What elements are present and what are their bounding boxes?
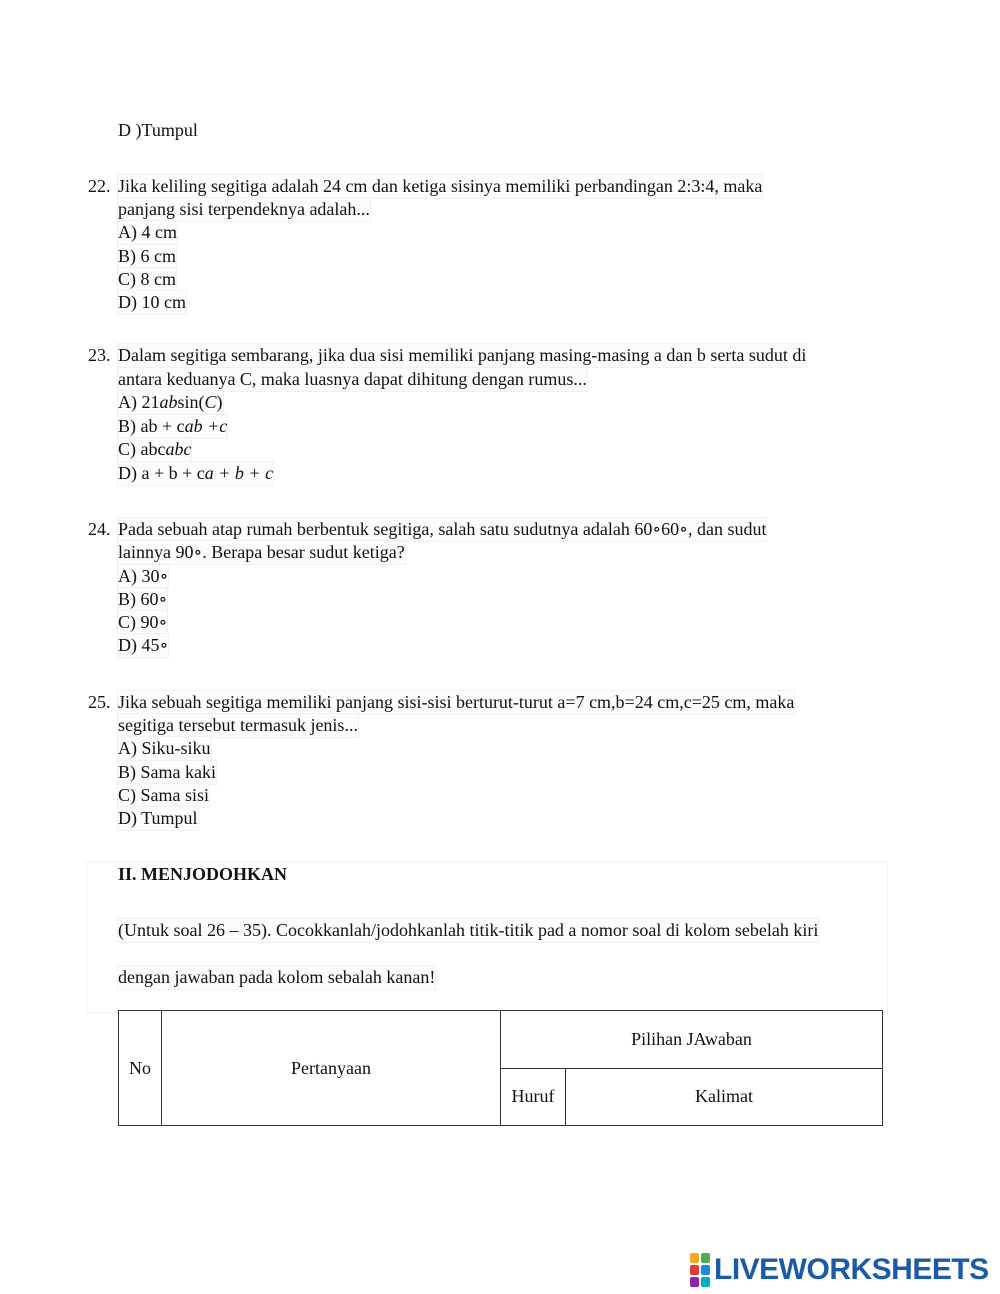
answer-option: B) 6 cm [118,246,176,266]
answer-option: B) Sama kaki [118,762,216,782]
question-text: lainnya 90∘. Berapa besar sudut ketiga? [118,542,405,562]
option-d-previous: D )Tumpul [118,120,198,140]
answer-option: B) ab + cab +c [118,416,228,436]
answer-option: C) abcabc [118,439,192,459]
answer-option: C) Sama sisi [118,785,210,805]
logo-blocks-icon [690,1253,710,1287]
question-text: antara keduanya C, maka luasnya dapat dihitung dengan rumus... [118,369,587,389]
logo-text: LIVEWORKSHEETS [714,1253,989,1286]
section-instruction: (Untuk soal 26 – 35). Cocokkanlah/jodohkanlah titik-titik pad a nomor soal di kolom sebelah kiri [118,920,819,940]
answer-option: A) 4 cm [118,222,177,242]
answer-option: D) a + b + ca + b + c [118,463,274,483]
question-number: 24. [88,519,111,539]
answer-option: D) Tumpul [118,808,198,828]
column-header-no: No [119,1011,162,1126]
answer-option: A) Siku-siku [118,738,211,758]
question-number: 25. [88,692,111,712]
column-header-letter: Huruf [501,1068,566,1126]
answer-option: A) 21absin(C) [118,392,223,412]
question-text: Jika keliling segitiga adalah 24 cm dan ketiga sisinya memiliki perbandingan 2:3:4, maka [118,176,763,196]
column-header-choices: Pilihan JAwaban [501,1011,883,1069]
question-number: 23. [88,345,111,365]
answer-option: C) 8 cm [118,269,176,289]
section-heading: II. MENJODOHKAN [118,864,288,884]
question-text: Jika sebuah segitiga memiliki panjang sisi-sisi berturut-turut a=7 cm,b=24 cm,c=25 cm, maka [118,692,795,712]
answer-option: C) 90∘ [118,612,168,632]
matching-table [118,1010,883,1126]
section-instruction: dengan jawaban pada kolom sebalah kanan! [118,967,436,987]
column-header-question: Pertanyaan [162,1011,501,1126]
liveworksheets-logo [690,1253,989,1287]
answer-option: D) 10 cm [118,292,186,312]
question-text: Dalam segitiga sembarang, jika dua sisi memiliki panjang masing-masing a dan b serta sudut di [118,345,807,365]
question-number: 22. [88,176,111,196]
question-text: panjang sisi terpendeknya adalah... [118,199,370,219]
question-text: segitiga tersebut termasuk jenis... [118,715,358,735]
answer-option: A) 30∘ [118,566,169,586]
question-text: Pada sebuah atap rumah berbentuk segitiga, salah satu sudutnya adalah 60∘60∘, dan sudut [118,519,767,539]
answer-option: D) 45∘ [118,635,169,655]
answer-option: B) 60∘ [118,589,168,609]
column-header-sentence: Kalimat [566,1068,883,1126]
